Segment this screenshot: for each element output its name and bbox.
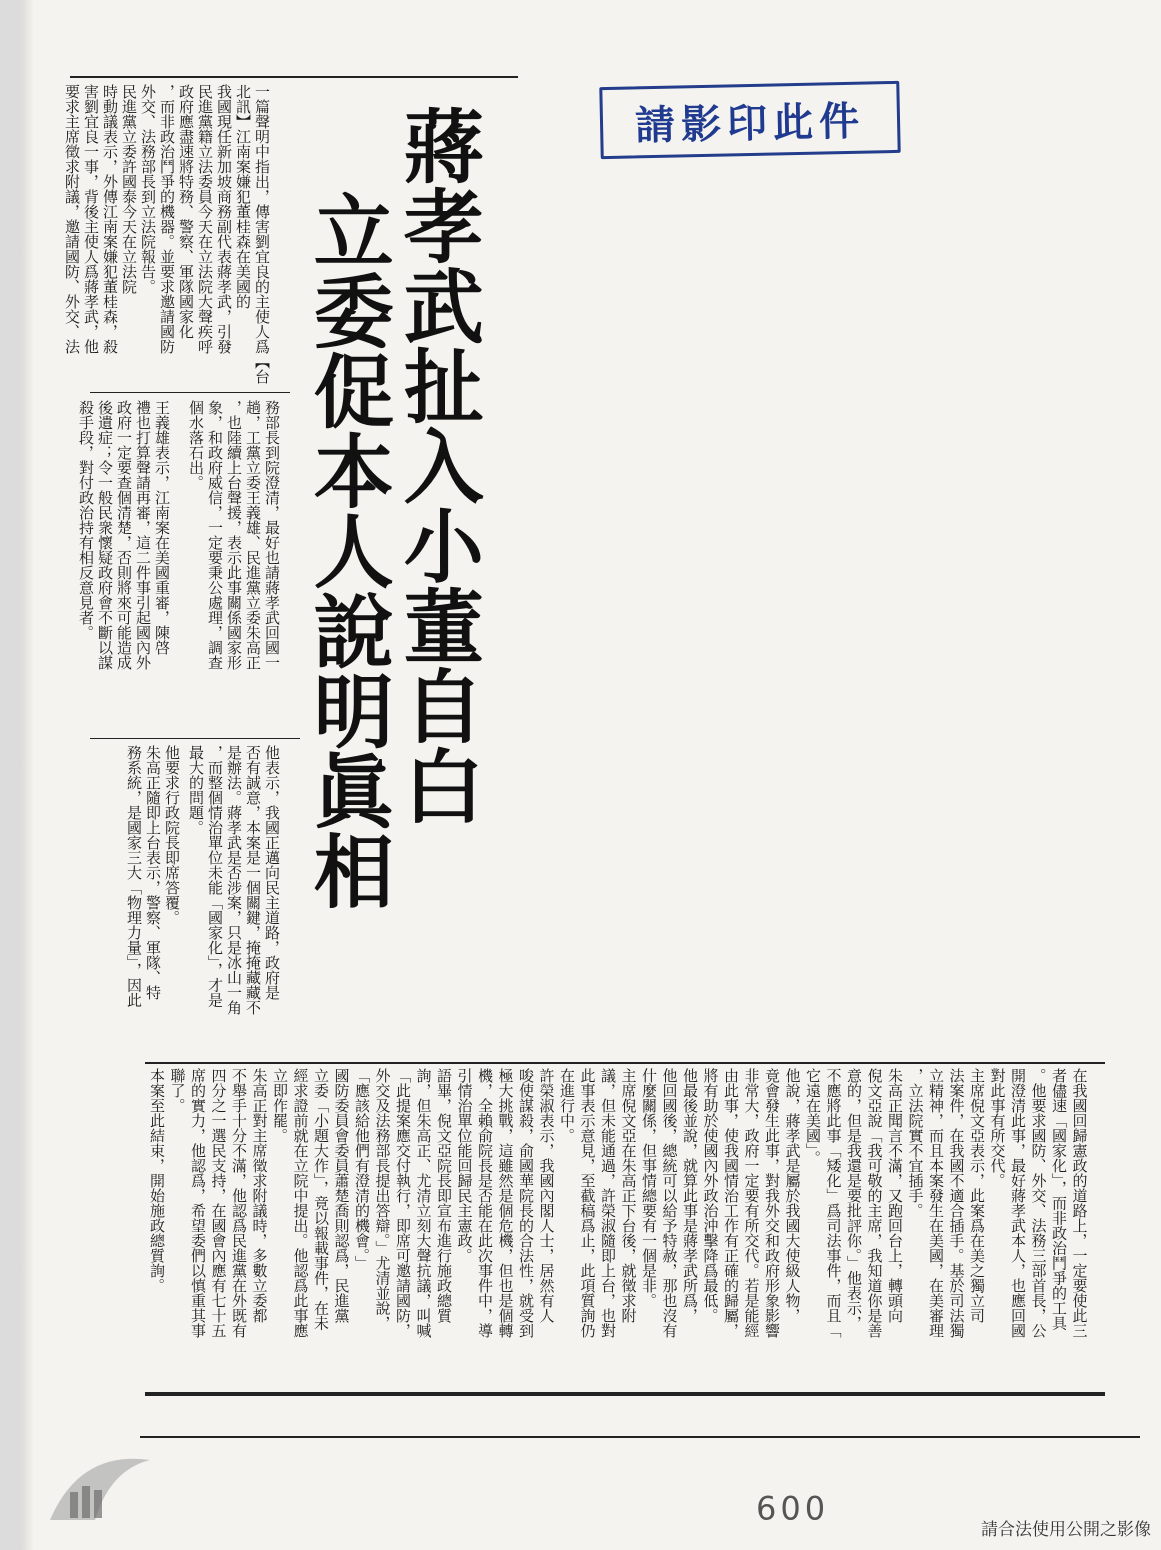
article-bottom-col: 立即作罷。 xyxy=(271,1068,289,1143)
article-bottom-col: 。他要求國防、外交、法務三部首長，公 xyxy=(1029,1068,1048,1338)
page-number: 009 xyxy=(752,1488,826,1526)
article-top-col-10: 要求主席徵求附議，邀請國防、外交、法 xyxy=(63,84,81,354)
article-mid-right-col-4: 象，和政府威信，一定要秉公處理，調查 xyxy=(206,400,224,670)
article-lower-left-1-col-5: 最大的問題。 xyxy=(187,745,205,835)
article-lower-left-1-col-3: 是辦法。蔣孝武是否涉案，只是冰山一角 xyxy=(225,745,243,1015)
archive-logo-icon xyxy=(40,1440,160,1530)
article-lower-left-1-col-1: 他表示，我國正邁向民主道路，政府是 xyxy=(263,745,281,1000)
article-bottom-col: 詢，但朱高正、尤清立刻大聲抗議，叫喊 xyxy=(414,1068,433,1338)
article-mid-left-col-4: 後遺症；令一般民衆懷疑政府會不斷以謀 xyxy=(96,400,114,670)
stamp-text: 請影印此件 xyxy=(634,98,866,149)
article-bottom-col: 主席倪文亞在朱高正下台後，就徵求附 xyxy=(619,1068,638,1323)
article-bottom-col: 者儘速「國家化」，而非政治鬥爭的工具 xyxy=(1050,1068,1068,1331)
article-bottom-col: 不應將此事「矮化」爲司法事件，而且「 xyxy=(824,1068,843,1338)
binding-edge-shadow xyxy=(20,0,34,1550)
article-bottom-col: 引情治單位能回歸民主憲政。 xyxy=(455,1068,474,1263)
article-bottom-col: 不舉手十分不滿，他認爲民進黨在外既有 xyxy=(230,1068,248,1338)
article-top-col-8: 時動議表示，外傳江南案嫌犯董桂森，殺 xyxy=(101,84,119,354)
mid-rule-1 xyxy=(90,392,290,393)
article-bottom-col: 將有助於使國內外政治沖擊降爲最低。 xyxy=(701,1068,720,1323)
article-lower-left-1-col-2: 否有誠意，本案是一個關鍵，掩掩藏藏不 xyxy=(244,745,262,1015)
article-mid-left-col-5: 殺手段，對付政治持有相反意見者。 xyxy=(77,400,95,640)
article-bottom-col: 非常大，政府一定要有所交代。若是能經 xyxy=(742,1068,761,1338)
article-mid-left-col-2: 禮也打算聲請再審，這二件事引起國內外 xyxy=(134,400,152,670)
article-mid-right-col-2: 趟，工黨立委王義雄、民進黨立委朱高正 xyxy=(244,400,262,670)
article-lower-left-2-col-1: 他要求行政院長即席答覆。 xyxy=(163,745,181,925)
article-bottom-col: 席的實力，他認爲，希望委們以慎重其事 xyxy=(189,1068,207,1338)
article-bottom-col: 立委「小題大作」，竟以報載事件，在未 xyxy=(312,1068,330,1331)
article-mid-right-col-1: 務部長到院澄清，最好也請蔣孝武回國一 xyxy=(263,400,281,670)
article-bottom-col: 經求證前就在立院中提出。他認爲此事應 xyxy=(291,1068,310,1338)
article-mid-left-columns xyxy=(77,400,190,730)
article-top-columns xyxy=(63,84,290,384)
article-top-col-7: 民進黨立委許國泰今天在立法院 xyxy=(120,84,138,294)
article-bottom-col: 他說，蔣孝武是屬於我國大使級人物， xyxy=(783,1068,802,1323)
article-bottom-col: 機，全賴俞院長是否能在此次事件中，導 xyxy=(476,1068,494,1338)
article-lower-left-2-col-2: 朱高正隨即上台表示，警察、軍隊、特 xyxy=(144,745,162,1000)
article-bottom-columns xyxy=(148,1068,1110,1378)
article-lower-left-1-columns xyxy=(187,745,300,1060)
article-bottom-col: 竟會發生此事，對我外交和政府形象影響 xyxy=(763,1068,781,1338)
article-lower-left-1-col-4: ，而整個情治單位未能「國家化」，才是 xyxy=(206,745,224,1008)
article-bottom-col: 法案件，在我國不適合插手。基於司法獨 xyxy=(947,1068,966,1338)
article-bottom-col: 朱高正聞言不滿，又跑回台上，轉頭向 xyxy=(886,1068,904,1323)
article-bottom-col: 主席倪文亞表示，此案爲在美之獨立司 xyxy=(968,1068,986,1323)
article-bottom-col: 由此事，使我國情治工作有正確的歸屬， xyxy=(722,1068,740,1338)
article-bottom-col: 本案至此結束，開始施政總質詢。 xyxy=(148,1068,166,1293)
article-mid-left-col-1: 王義雄表示，江南案在美國重審，陳啓 xyxy=(153,400,171,655)
article-top-col-9: 害劉宜良一事，背後主使人爲蔣孝武，他 xyxy=(82,84,100,354)
headline-line-1: 蔣孝武扯入小董自白 xyxy=(390,105,484,825)
article-bottom-col: 「此提案應交付執行，即席可邀請國防， xyxy=(394,1068,412,1338)
bottom-block-top-rule xyxy=(145,1062,1105,1064)
article-lower-left-2-columns xyxy=(125,745,200,1060)
article-bottom-col: 它遠在美國」。 xyxy=(804,1068,822,1166)
bottom-rule-1 xyxy=(145,1392,1105,1396)
article-bottom-col: 在進行中。 xyxy=(558,1068,576,1143)
article-bottom-col: 此事表示意見，至截稿爲止，此項質詢仍 xyxy=(578,1068,597,1338)
article-bottom-col: 聯了。 xyxy=(168,1068,187,1113)
article-bottom-col: ，立法院實不宜插手。 xyxy=(906,1068,925,1218)
article-mid-left-col-3: 政府一定要查個清楚，否則將來可能造成 xyxy=(115,400,133,670)
article-bottom-col: 許榮淑表示，我國內閣人士，居然有人 xyxy=(537,1068,556,1323)
article-mid-right-columns xyxy=(187,400,300,730)
article-lower-left-2-col-3: 務系統，是國家三大「物理力量」，因此 xyxy=(125,745,143,1008)
article-bottom-col: 「應該給他們有澄清的機會。」 xyxy=(353,1068,371,1271)
article-bottom-col: 意的，但是我還是要批評你。」他表示， xyxy=(845,1068,863,1331)
photocopy-stamp xyxy=(599,81,900,159)
article-top-col-1: 一篇聲明中指出，傳害劉宜良的主使人爲【台北訊】江南案嫌犯董桂森在美國的 xyxy=(234,84,271,384)
top-rule xyxy=(70,76,518,78)
article-bottom-col: 對此事有所交代。 xyxy=(988,1068,1007,1188)
article-bottom-col: 語畢，倪文亞院長即宣布進行施政總質 xyxy=(435,1068,453,1323)
article-bottom-col: 他回國後，總統可以給予特赦，那也沒有 xyxy=(660,1068,679,1338)
article-bottom-col: 四分之一選民支持，在國會內應有七十五 xyxy=(209,1068,228,1338)
article-bottom-col: 在我國回歸憲政的道路上，一定要使此三 xyxy=(1070,1068,1089,1338)
article-bottom-col: 極大挑戰，這雖然是個危機，但也是個轉 xyxy=(496,1068,515,1338)
mid-rule-2 xyxy=(90,738,300,739)
article-bottom-col: 國防委員會委員蕭楚喬則認爲，民進黨 xyxy=(332,1068,351,1323)
article-bottom-col: 唆使謀殺，俞國華院長的合法性，就受到 xyxy=(517,1068,535,1338)
article-top-col-3: 民進黨籍立法委員今天在立法院大聲疾呼 xyxy=(196,84,214,354)
article-top-col-2: 我國現任新加坡商務副代表蔣孝武，引發 xyxy=(215,84,233,354)
bottom-rule-2 xyxy=(140,1436,1140,1438)
article-top-col-4: 政府應盡速將特務、警察、軍隊國家化 xyxy=(177,84,195,339)
article-top-col-6: 外交、法務部長到立法院報告。 xyxy=(139,84,157,294)
article-bottom-col: 開澄清此事，最好蔣孝武本人，也應回國 xyxy=(1009,1068,1027,1338)
article-bottom-col: 議，但未能通過，許榮淑隨即上台，也對 xyxy=(599,1068,617,1338)
usage-notice: 請合法使用公開之影像 xyxy=(981,1520,1151,1540)
article-bottom-col: 倪文亞說「我可敬的主席，我知道你是善 xyxy=(865,1068,884,1338)
headline-line-2: 立委促本人說明眞相 xyxy=(300,190,394,910)
article-mid-right-col-5: 個水落石出。 xyxy=(187,400,205,490)
article-bottom-col: 立精神，而且本案發生在美國，在美審理 xyxy=(927,1068,945,1338)
article-bottom-col: 外交及法務部長提出答辯。」尤清並說， xyxy=(373,1068,392,1331)
article-bottom-col: 什麼關係，但事情總要有一個是非。 xyxy=(640,1068,658,1308)
article-mid-right-col-3: ，也陸續上台聲援，表示此事關係國家形 xyxy=(225,400,243,670)
article-bottom-col: 他最後並說，就算此事是蔣孝武所爲， xyxy=(681,1068,699,1323)
article-bottom-col: 朱高正對主席徵求附議時，多數立委都 xyxy=(250,1068,269,1323)
article-top-col-5: ，而非政治鬥爭的機器。並要求邀請國防 xyxy=(158,84,176,354)
